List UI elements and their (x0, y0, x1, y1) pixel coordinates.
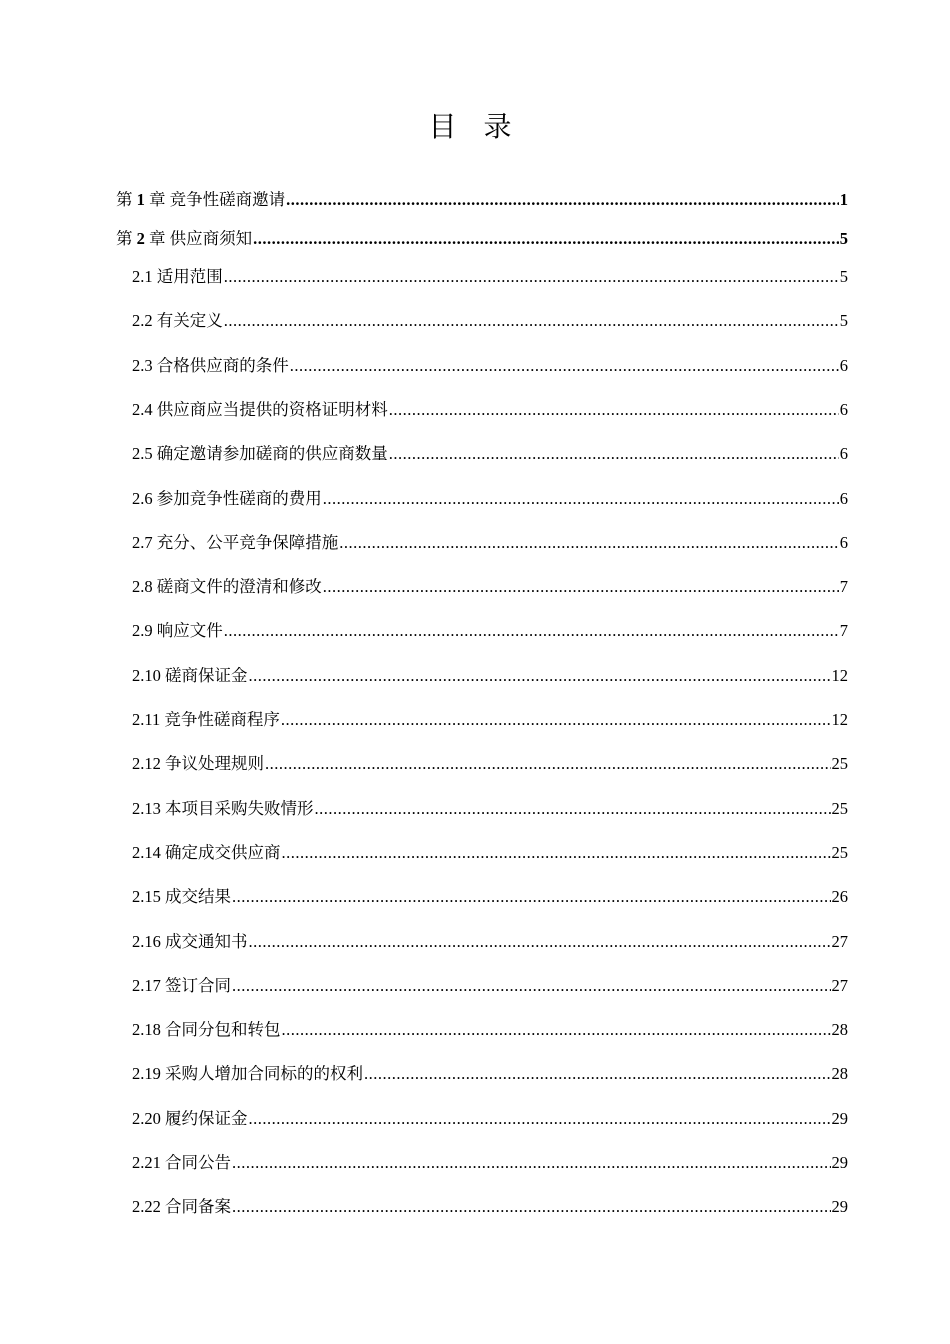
dot-leader (253, 229, 839, 249)
toc-page-number: 1 (839, 190, 848, 209)
toc-entry-label: 2.11 竞争性磋商程序 (132, 710, 280, 729)
toc-entry-label: 2.8 磋商文件的澄清和修改 (132, 577, 322, 596)
toc-entry-label: 2.14 确定成交供应商 (132, 843, 281, 862)
dot-leader (389, 444, 839, 464)
toc-section-entry[interactable] (132, 926, 848, 952)
toc-section-entry[interactable] (132, 970, 848, 996)
toc-page-number: 27 (831, 976, 848, 995)
chapter-prefix: 第 (116, 229, 133, 248)
toc-entry-label: 2.22 合同备案 (132, 1197, 231, 1216)
toc-section-entry[interactable] (132, 1191, 848, 1217)
dot-leader (249, 1109, 831, 1129)
toc-entry-label (116, 229, 253, 249)
toc-section-entry[interactable] (132, 261, 848, 287)
dot-leader (339, 533, 839, 553)
dot-leader (249, 932, 831, 952)
toc-section-entry[interactable] (132, 1103, 848, 1129)
toc-section-entry[interactable] (132, 748, 848, 774)
toc-entry-label: 2.18 合同分包和转包 (132, 1020, 281, 1039)
dot-leader (232, 1153, 831, 1173)
toc-entry-label: 2.19 采购人增加合同标的的权利 (132, 1064, 363, 1083)
dot-leader (323, 577, 839, 597)
toc-section-entry[interactable] (132, 483, 848, 509)
dot-leader (265, 754, 831, 774)
dot-leader (323, 489, 839, 509)
toc-page-number: 25 (831, 843, 848, 862)
toc-entry-label: 2.20 履约保证金 (132, 1109, 248, 1128)
toc-page-number: 28 (831, 1064, 848, 1083)
toc-entry-label: 2.5 确定邀请参加磋商的供应商数量 (132, 444, 388, 463)
toc-section-entry[interactable] (132, 571, 848, 597)
dot-leader (281, 710, 831, 730)
toc-entry-label: 2.7 充分、公平竞争保障措施 (132, 533, 339, 552)
toc-entry-label: 2.4 供应商应当提供的资格证明材料 (132, 400, 388, 419)
toc-page-number: 28 (831, 1020, 848, 1039)
dot-leader (290, 356, 839, 376)
dot-leader (224, 311, 839, 331)
chapter-prefix: 第 (116, 190, 133, 209)
toc-entry-label: 2.1 适用范围 (132, 267, 223, 286)
toc-section-entry[interactable] (132, 793, 848, 819)
toc-page-number: 5 (839, 267, 848, 286)
dot-leader (232, 1197, 831, 1217)
toc-page-number: 7 (839, 577, 848, 596)
toc-section-entry[interactable] (132, 394, 848, 420)
toc-page-number: 6 (839, 489, 848, 508)
dot-leader (224, 621, 839, 641)
dot-leader (389, 400, 839, 420)
toc-page-number: 29 (831, 1109, 848, 1128)
toc-page-number: 29 (831, 1153, 848, 1172)
dot-leader (249, 666, 831, 686)
toc-chapter-entry[interactable] (116, 184, 848, 210)
toc-section-entry[interactable] (132, 837, 848, 863)
dot-leader (315, 799, 831, 819)
toc-page-number: 12 (831, 666, 848, 685)
toc-page-number: 25 (831, 799, 848, 818)
toc-entry-label: 2.3 合格供应商的条件 (132, 356, 289, 375)
dot-leader (232, 887, 831, 907)
toc-section-entry[interactable] (132, 660, 848, 686)
toc-entry-label: 2.6 参加竞争性磋商的费用 (132, 489, 322, 508)
toc-section-entry[interactable] (132, 1147, 848, 1173)
toc-section-entry[interactable] (132, 305, 848, 331)
toc-section-entry[interactable] (132, 615, 848, 641)
toc-page-number: 7 (839, 621, 848, 640)
toc-entry-label: 2.15 成交结果 (132, 887, 231, 906)
toc-section-entry[interactable] (132, 1058, 848, 1084)
dot-leader (232, 976, 831, 996)
dot-leader (282, 843, 831, 863)
toc-entry-label: 2.13 本项目采购失败情形 (132, 799, 314, 818)
toc-entry-label: 2.2 有关定义 (132, 311, 223, 330)
toc-page-number: 6 (839, 356, 848, 375)
toc-page-number: 5 (839, 311, 848, 330)
toc-chapter-entry[interactable] (116, 223, 848, 249)
toc-page-number: 29 (831, 1197, 848, 1216)
toc-section-entry[interactable] (132, 527, 848, 553)
toc-page-number: 6 (839, 400, 848, 419)
dot-leader (282, 1020, 831, 1040)
toc-section-entry[interactable] (132, 704, 848, 730)
toc-entry-label (116, 190, 286, 210)
toc-page-number: 26 (831, 887, 848, 906)
toc-page-number: 6 (839, 444, 848, 463)
toc-entry-label: 2.9 响应文件 (132, 621, 223, 640)
dot-leader (364, 1064, 831, 1084)
chapter-title: 章 竞争性磋商邀请 (149, 190, 286, 209)
toc-page-number: 27 (831, 932, 848, 951)
toc-entry-label: 2.17 签订合同 (132, 976, 231, 995)
dot-leader (286, 190, 839, 210)
toc-section-entry[interactable] (132, 1014, 848, 1040)
chapter-number: 1 (136, 190, 145, 209)
toc-section-entry[interactable] (132, 350, 848, 376)
toc-section-entry[interactable] (132, 881, 848, 907)
toc-section-entry[interactable] (132, 438, 848, 464)
toc-page-number: 25 (831, 754, 848, 773)
dot-leader (224, 267, 839, 287)
chapter-number: 2 (136, 229, 145, 248)
toc-entry-label: 2.21 合同公告 (132, 1153, 231, 1172)
toc-page-number: 6 (839, 533, 848, 552)
toc-title: 目 录 (428, 112, 522, 143)
toc-page-number: 5 (839, 229, 848, 248)
toc-page-number: 12 (831, 710, 848, 729)
toc-entry-label: 2.12 争议处理规则 (132, 754, 264, 773)
chapter-title: 章 供应商须知 (149, 229, 253, 248)
toc-entry-label: 2.16 成交通知书 (132, 932, 248, 951)
toc-entry-label: 2.10 磋商保证金 (132, 666, 248, 685)
